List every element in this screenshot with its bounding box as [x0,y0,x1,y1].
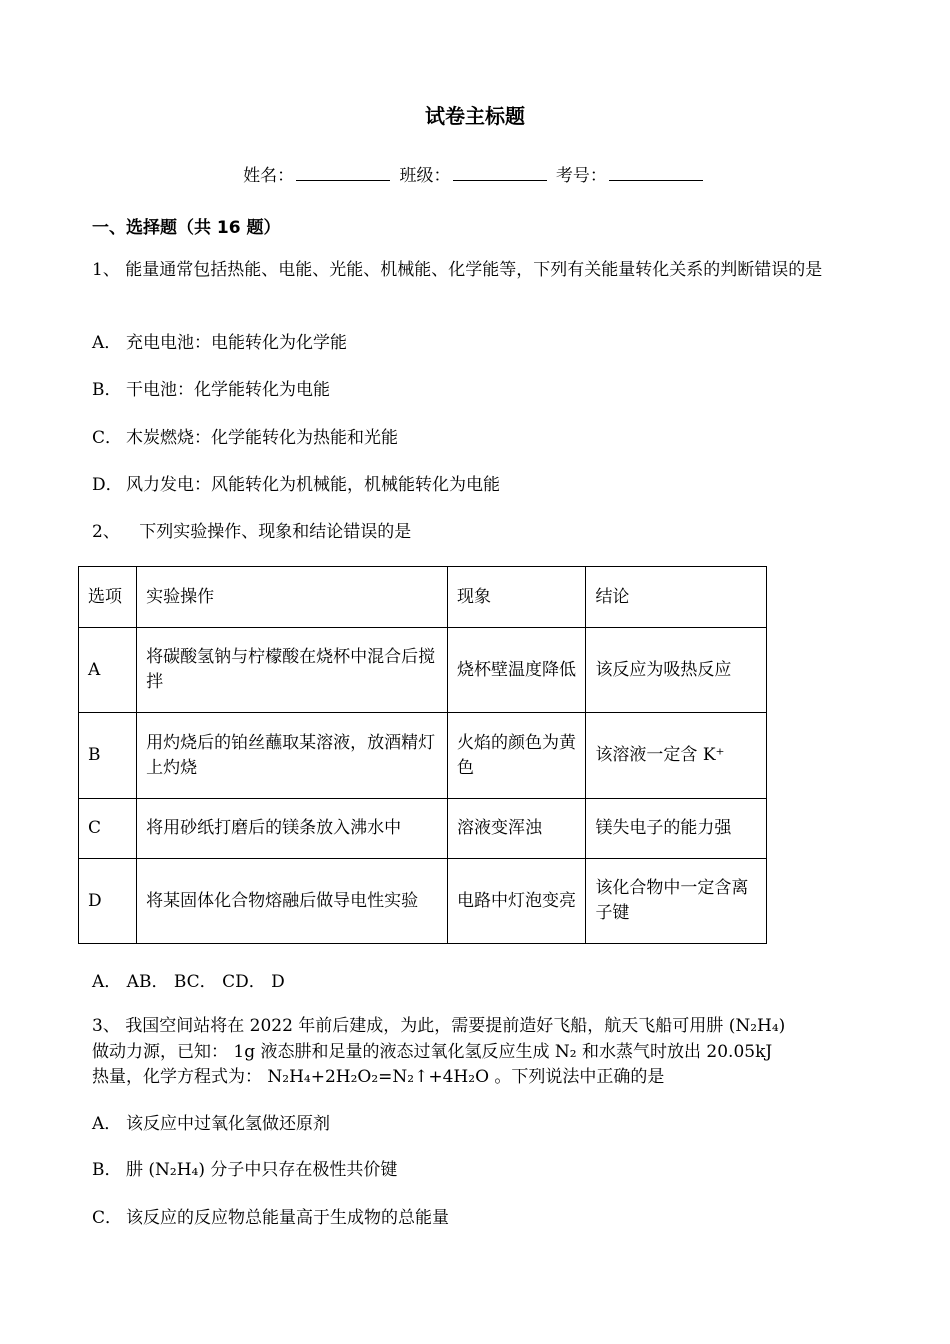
conclusion-cell: 该化合物中一定含离子键 [586,859,767,944]
name-blank[interactable] [296,166,390,181]
header-cell: 结论 [586,567,767,628]
option-cell: C [79,799,137,859]
q3-option-a[interactable] [92,1112,330,1136]
q1-option-c[interactable] [92,426,398,450]
operation-cell: 将某固体化合物熔融后做导电性实验 [137,859,448,944]
question-number: 1、 [92,260,120,280]
option-text: 木炭燃烧：化学能转化为热能和光能 [126,428,398,448]
question-number: 3、 [92,1016,120,1036]
option-letter: B． [92,380,122,400]
header-cell: 选项 [79,567,137,628]
operation-cell: 将碳酸氢钠与柠檬酸在烧杯中混合后搅拌 [137,628,448,713]
question-text: 能量通常包括热能、电能、光能、机械能、化学能等，下列有关能量转化关系的判断错误的是 [125,260,823,280]
conclusion-cell: 镁失电子的能力强 [586,799,767,859]
q1-option-d[interactable] [92,473,500,497]
option-cell: D [79,859,137,944]
table-row [79,628,767,713]
option-letter: C． [92,428,123,448]
exam-title: 试卷主标题 [425,104,525,128]
operation-cell: 用灼烧后的铂丝蘸取某溶液，放酒精灯上灼烧 [137,713,448,799]
table-row [79,799,767,859]
phenomenon-cell: 电路中灯泡变亮 [448,859,586,944]
question-1-stem [92,258,872,283]
question-number: 2、 [92,522,120,542]
q3-option-b[interactable] [92,1158,397,1182]
option-text: 该反应的反应物总能量高于生成物的总能量 [126,1208,449,1228]
class-label: 班级： [399,166,451,186]
conclusion-cell: 该反应为吸热反应 [586,628,767,713]
question-3-stem-line2: 做动力源，已知： 1g 液态肼和足量的液态过氧化氢反应生成 N₂ 和水蒸气时放出 20.05kJ [92,1042,773,1062]
option-letter: C． [92,1208,123,1228]
operation-cell: 将用砂纸打磨后的镁条放入沸水中 [137,799,448,859]
option-text: 肼 (N₂H₄) 分子中只存在极性共价键 [126,1160,398,1180]
question-3-stem-line3: 热量，化学方程式为： N₂H₄+2H₂O₂=N₂↑+4H₂O 。下列说法中正确的是 [92,1067,665,1087]
phenomenon-cell: 溶液变浑浊 [448,799,586,859]
table-header-row [79,567,767,628]
option-letter: B． [92,1160,122,1180]
option-text: 该反应中过氧化氢做还原剂 [126,1114,330,1134]
option-text: 干电池：化学能转化为电能 [126,380,330,400]
option-cell: A [79,628,137,713]
q2-answer-options[interactable]: A． AB． BC． CD． D [92,972,285,992]
q3-option-c[interactable] [92,1206,449,1230]
conclusion-cell: 该溶液一定含 K⁺ [586,713,767,799]
experiment-table [78,566,767,944]
question-text: 我国空间站将在 2022 年前后建成，为此，需要提前造好飞船，航天飞船可用肼 (N₂H₄) [125,1016,786,1036]
header-cell: 实验操作 [137,567,448,628]
question-2-stem [92,520,411,544]
option-cell: B [79,713,137,799]
table-row [79,713,767,799]
section-heading: 一、选择题（共 16 题） [92,218,281,238]
option-letter: D． [92,475,123,495]
option-letter: A． [92,1114,122,1134]
option-text: 充电电池：电能转化为化学能 [126,333,347,353]
name-label: 姓名： [243,166,295,186]
id-label: 考号： [555,166,607,186]
header-cell: 现象 [448,567,586,628]
option-text: 风力发电：风能转化为机械能，机械能转化为电能 [126,475,500,495]
id-blank[interactable] [609,166,703,181]
student-info-line [0,161,950,186]
option-letter: A． [92,333,122,353]
phenomenon-cell: 火焰的颜色为黄色 [448,713,586,799]
table-row [79,859,767,944]
question-3-stem-line1 [92,1014,785,1038]
class-blank[interactable] [453,166,547,181]
phenomenon-cell: 烧杯壁温度降低 [448,628,586,713]
question-text: 下列实验操作、现象和结论错误的是 [139,522,412,542]
q1-option-b[interactable] [92,378,330,402]
q1-option-a[interactable] [92,331,347,355]
